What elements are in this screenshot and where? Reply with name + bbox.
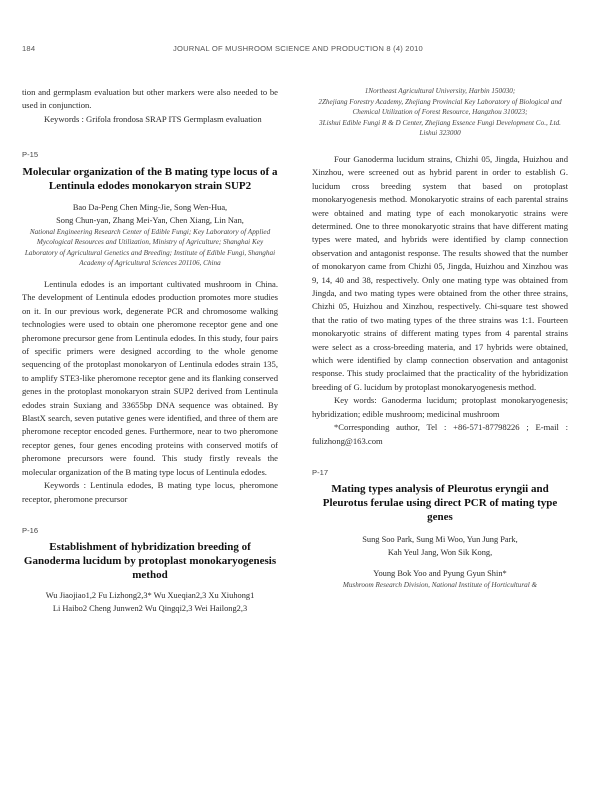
abstract-body-p15: Lentinula edodes is an important cultivated mushroom in China. The development of Lentinula edodes production promotes more studies on it. In our previous work, degenerate PCR and chromosome walking technologies were used to obtain one pheromone receptor gene and one pheromone precursor gene from Lentinula edodes. In this study, four pairs of specific primers were designed according to the whole genome sequencing of the protoplast monokaryon of Lentinula edodes strain 135, to amplify STE3-like pheromone receptor gene and its flanking conserved genes in the protoplast monokaryon strain SUP2 derived from Lentinula edodes strain Suxiang and 33655bp DNA sequence was obtained. By BlastX search, seven putative genes were identified, and three of them are pheromone receptor encoded genes. Furthermore, near to two pheromone receptor genes, four genes encoding proteins with conserved motifs of pheromone precursors were found. This study firstly reveals the molecular organization of the B mating type locus of Lentinula edodes.: [22, 279, 278, 477]
keywords-p15: [22, 479, 278, 506]
abstract-number-p15: P-15: [22, 150, 39, 160]
keywords-label-p16: Key words:: [334, 395, 377, 406]
corresponding-author: *Corresponding author, Tel : +86-571-87798226 ; E-mail : fulizhong@163.com: [312, 422, 568, 446]
prev-keywords-text: Grifola frondosa SRAP ITS Germplasm evaluation: [86, 113, 262, 124]
abstract-body-p16: Four Ganoderma lucidum strains, Chizhi 05, Jingda, Huizhou and Xinzhou, were screened out as hybrid parent in order to establish G. lucidum cross breeding system that based on protoplast monokaryogenesis method. Monokaryotic strains of each parental strains were obtained and mating type of each monokaryotic strains were determined. One to three monokaryotic strains that have different mating types were mated, and hybrids were identified by clamp connection observation and antagonist response. The results showed that the number of monokaryon came from Chizhi 05, Jingda, Huizhou and Xinzhou was 9, 14, 40 and 38, respectively. Only one mating type was obtained from Jingda, and two mating types were obtained from the other three strains, Chizhi 05, Huizhou and Xinzhou, respectively. Chi-square test showed that the ratio of two mating types of the three strains was 1:1. Fourteen monokaryotic strains of different mating types from 4 parental strains were select as a cross-breeding materia, and 17 hybrids were obtained, which were identified by clamp connection observation and antagonist response. This study proclaimed that the practicality of the hybridization breeding of G. lucidum by protoplast monokaryogenesis method.: [312, 153, 568, 392]
right-column: [312, 86, 568, 591]
left-column: [22, 86, 278, 615]
affiliation-p17: Mushroom Research Division, National Institute of Horticultural &: [342, 581, 538, 590]
affiliation-3: 3Lishui Edible Fungi R & D Center, Zhejiang Essence Fungi Development Co., Ltd. Lishui 323000: [319, 118, 561, 138]
keywords-text-p16: Ganoderma lucidum; protoplast monokaryogenesis; hybridization; edible mushroom; medicinal mushroom: [312, 395, 568, 419]
authors-p15-line1: Bao Da-Peng Chen Ming-Jie, Song Wen-Hua,: [72, 202, 228, 212]
abstract-number-p17: P-17: [312, 467, 329, 477]
authors-p16-line1: Wu Jiaojiao1,2 Fu Lizhong2,3* Wu Xueqian2,3 Xu Xiuhong1: [45, 591, 255, 601]
abstract-number-p16: P-16: [22, 525, 39, 535]
authors-p15-line2: Song Chun-yan, Zhang Mei-Yan, Chen Xiang, Lin Nan,: [56, 215, 244, 225]
abstract-title-p17: Mating types analysis of Pleurotus eryngii and Pleurotus ferulae using direct PCR of mating type genes: [322, 483, 558, 524]
affiliation-2: 2Zhejiang Forestry Academy, Zhejiang Provincial Key Laboratory of Biological and Chemical Utilization of Forest Resource, Hangzhou 310023;: [318, 97, 562, 117]
prev-keywords: [22, 113, 278, 126]
authors-p16-line2: Li Haibo2 Cheng Junwen2 Wu Qingqi2,3 Wei Hailong2,3: [52, 604, 248, 614]
prev-keywords-label: Keywords :: [44, 113, 84, 124]
affiliation-p15: National Engineering Research Center of Edible Fungi; Key Laboratory of Applied Mycological Resources and Utilization, Ministry of Agriculture; Shanghai Key Laboratory of Agricultural Genetics and Breeding; Institute of Edible Fungi, Shanghai Academy of Agricultural Sciences 201106, China: [24, 227, 276, 268]
authors-p17-line1: Sung Soo Park, Sung Mi Woo, Yun Jung Park,: [362, 535, 518, 545]
keywords-p16: [312, 394, 568, 421]
affiliation-1: 1Northeast Agricultural University, Harbin 150030;: [364, 87, 516, 95]
authors-p17-line3: Young Bok Yoo and Pyung Gyun Shin*: [373, 569, 507, 579]
authors-p17-line2: Kah Yeul Jang, Won Sik Kong,: [387, 548, 493, 558]
keywords-label-p15: Keywords :: [44, 480, 86, 491]
abstract-title-p16: Establishment of hybridization breeding of Ganoderma lucidum by protoplast monokaryogenesis method: [23, 541, 277, 582]
journal-title: JOURNAL OF MUSHROOM SCIENCE AND PRODUCTION 8 (4) 2010: [173, 44, 423, 53]
running-header: [22, 44, 574, 58]
continued-paragraph: tion and germplasm evaluation but other markers were also needed to be used in conjunction.: [22, 87, 278, 111]
page-number: 184: [22, 44, 36, 53]
abstract-title-p15: Molecular organization of the B mating type locus of a Lentinula edodes monokaryon strain SUP2: [22, 165, 278, 192]
keywords-text-p15: Lentinula edodes, B mating type locus, pheromone receptor, pheromone precursor: [22, 480, 278, 504]
